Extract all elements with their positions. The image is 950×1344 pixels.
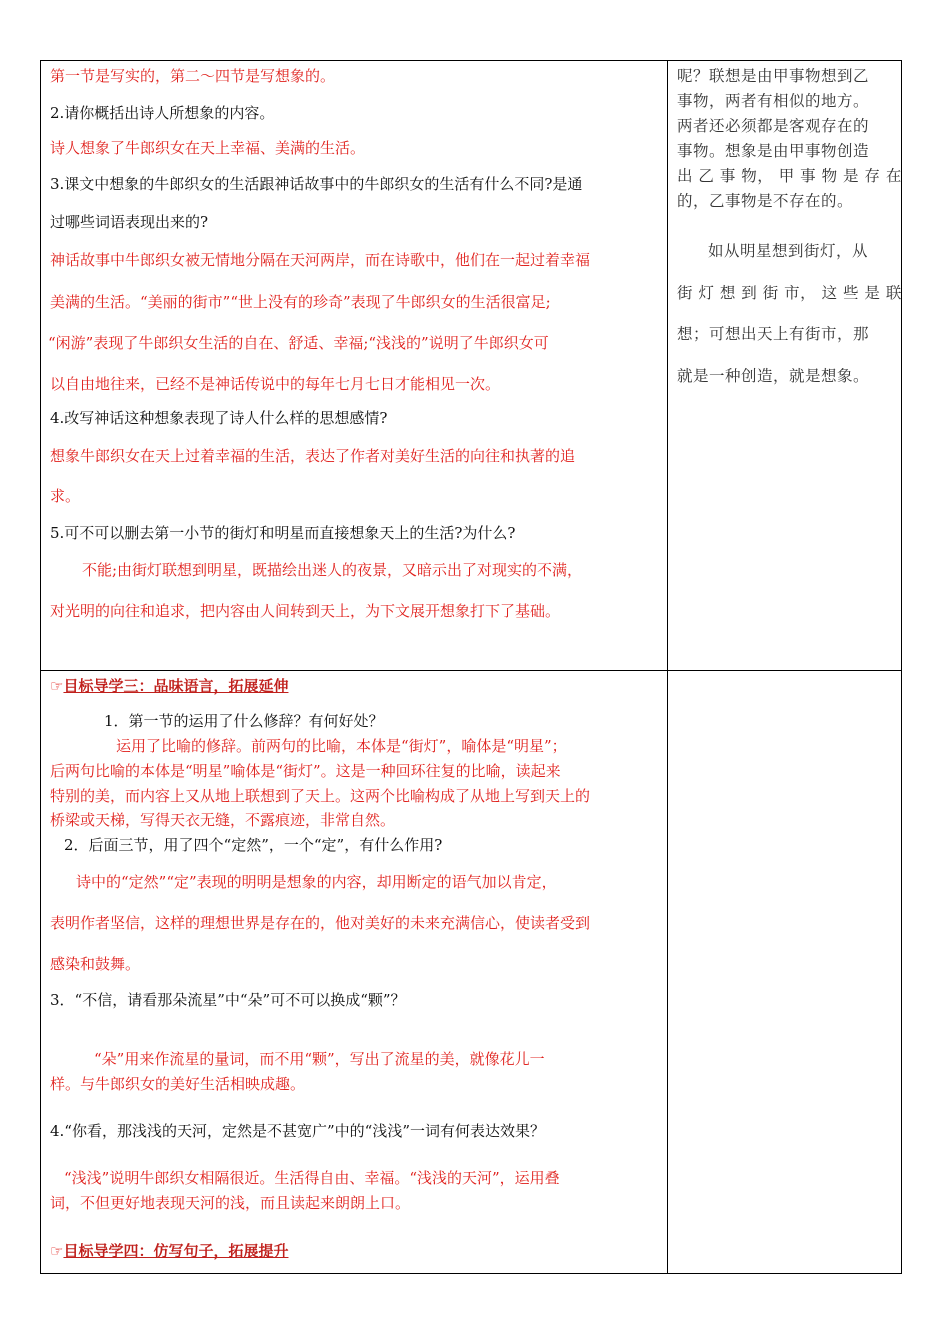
text-line: 第一节是写实的，第二～四节是写想象的。: [50, 67, 336, 85]
pointing-hand-icon: ☞: [50, 1242, 64, 1260]
answer-3: “朵”用来作流星的量词，而不用“颗”，写出了流星的美，就像花儿一: [94, 1050, 545, 1068]
answer-3: “闲游”表现了牛郎织女生活的自在、舒适、幸福;“浅浅的”说明了牛郎织女可: [48, 334, 549, 352]
side-note: 街 灯 想 到 街 市， 这 些 是 联: [677, 284, 902, 302]
answer-2: 诗中的“定然”“定”表现的明明是想象的内容，却用断定的语气加以肯定，: [76, 873, 557, 891]
answer-2: 表明作者坚信，这样的理想世界是存在的，他对美好的未来充满信心，使读者受到: [50, 914, 591, 932]
heading-text: 目标导学四：仿写句子，拓展提升: [63, 1242, 289, 1260]
answer-4: 词，不但更好地表现天河的浅，而且读起来朗朗上口。: [50, 1194, 411, 1212]
answer-5: 对光明的向往和追求，把内容由人间转到天上，为下文展开想象打下了基础。: [50, 602, 561, 620]
answer-4: “浅浅”说明牛郎织女相隔很近。生活得自由、幸福。“浅浅的天河”，运用叠: [64, 1169, 560, 1187]
question-4: 4.“你看，那浅浅的天河，定然是不甚宽广”中的“浅浅”一词有何表达效果？: [50, 1122, 545, 1140]
answer-3: 美满的生活。“美丽的街市”“世上没有的珍奇”表现了牛郎织女的生活很富足;: [50, 293, 551, 311]
answer-2: 诗人想象了牛郎织女在天上幸福、美满的生活。: [50, 139, 366, 157]
answer-5: 不能;由街灯联想到明星，既描绘出迷人的夜景，又暗示出了对现实的不满，: [82, 561, 583, 579]
question-4: 4.改写神话这种想象表现了诗人什么样的思想感情?: [50, 409, 388, 427]
answer-4: 求。: [50, 487, 81, 505]
answer-2: 感染和鼓舞。: [50, 955, 141, 973]
side-note: 如从明星想到街灯，从: [708, 242, 869, 260]
question-3: 3．“不信，请看那朵流星”中“朵”可不可以换成“颗”？: [50, 991, 406, 1009]
section-heading-3: [50, 676, 288, 696]
section-heading-4: [50, 1241, 288, 1261]
side-note: 事物，两者有相似的地方。: [677, 92, 870, 110]
answer-1: 桥梁或天梯，写得天衣无缝，不露痕迹，非常自然。: [50, 811, 396, 829]
side-note: 两者还必须都是客观存在的: [677, 117, 870, 135]
side-note: 出 乙 事 物， 甲 事 物 是 存 在: [677, 167, 902, 185]
answer-3: 神话故事中牛郎织女被无情地分隔在天河两岸，而在诗歌中，他们在一起过着幸福: [50, 251, 591, 269]
question-3-cont: 过哪些词语表现出来的?: [50, 213, 209, 231]
answer-3: 以自由地往来，已经不是神话传说中的每年七月七日才能相见一次。: [50, 375, 501, 393]
side-note: 事物。想象是由甲事物创造: [677, 142, 870, 160]
side-note: 的，乙事物是不存在的。: [677, 192, 854, 210]
heading-text: 目标导学三：品味语言，拓展延伸: [63, 677, 289, 695]
column-divider: [667, 60, 668, 1274]
answer-3: 样。与牛郎织女的美好生活相映成趣。: [50, 1075, 306, 1093]
question-2: 2．后面三节，用了四个“定然”，一个“定”，有什么作用?: [64, 836, 443, 854]
question-3: 3.课文中想象的牛郎织女的生活跟神话故事中的牛郎织女的生活有什么不同?是通: [50, 175, 583, 193]
pointing-hand-icon: ☞: [50, 677, 64, 695]
question-5: 5.可不可以删去第一小节的街灯和明星而直接想象天上的生活?为什么?: [50, 524, 516, 542]
answer-1: 特别的美，而内容上又从地上联想到了天上。这两个比喻构成了从地上写到天上的: [50, 787, 591, 805]
answer-1: 后两句比喻的本体是“明星”喻体是“街灯”。这是一种回环往复的比喻，读起来: [50, 762, 561, 780]
side-note: 呢？联想是由甲事物想到乙: [677, 67, 870, 85]
question-1: 1．第一节的运用了什么修辞？有何好处？: [104, 712, 384, 730]
answer-4: 想象牛郎织女在天上过着幸福的生活，表达了作者对美好生活的向往和执著的追: [50, 447, 576, 465]
answer-1: 运用了比喻的修辞。前两句的比喻，本体是“街灯”，喻体是“明星”；: [116, 737, 567, 755]
side-note: 想；可想出天上有街市，那: [677, 325, 870, 343]
row-divider: [40, 670, 902, 671]
side-note: 就是一种创造，就是想象。: [677, 367, 870, 385]
question-2: 2.请你概括出诗人所想象的内容。: [50, 104, 275, 122]
